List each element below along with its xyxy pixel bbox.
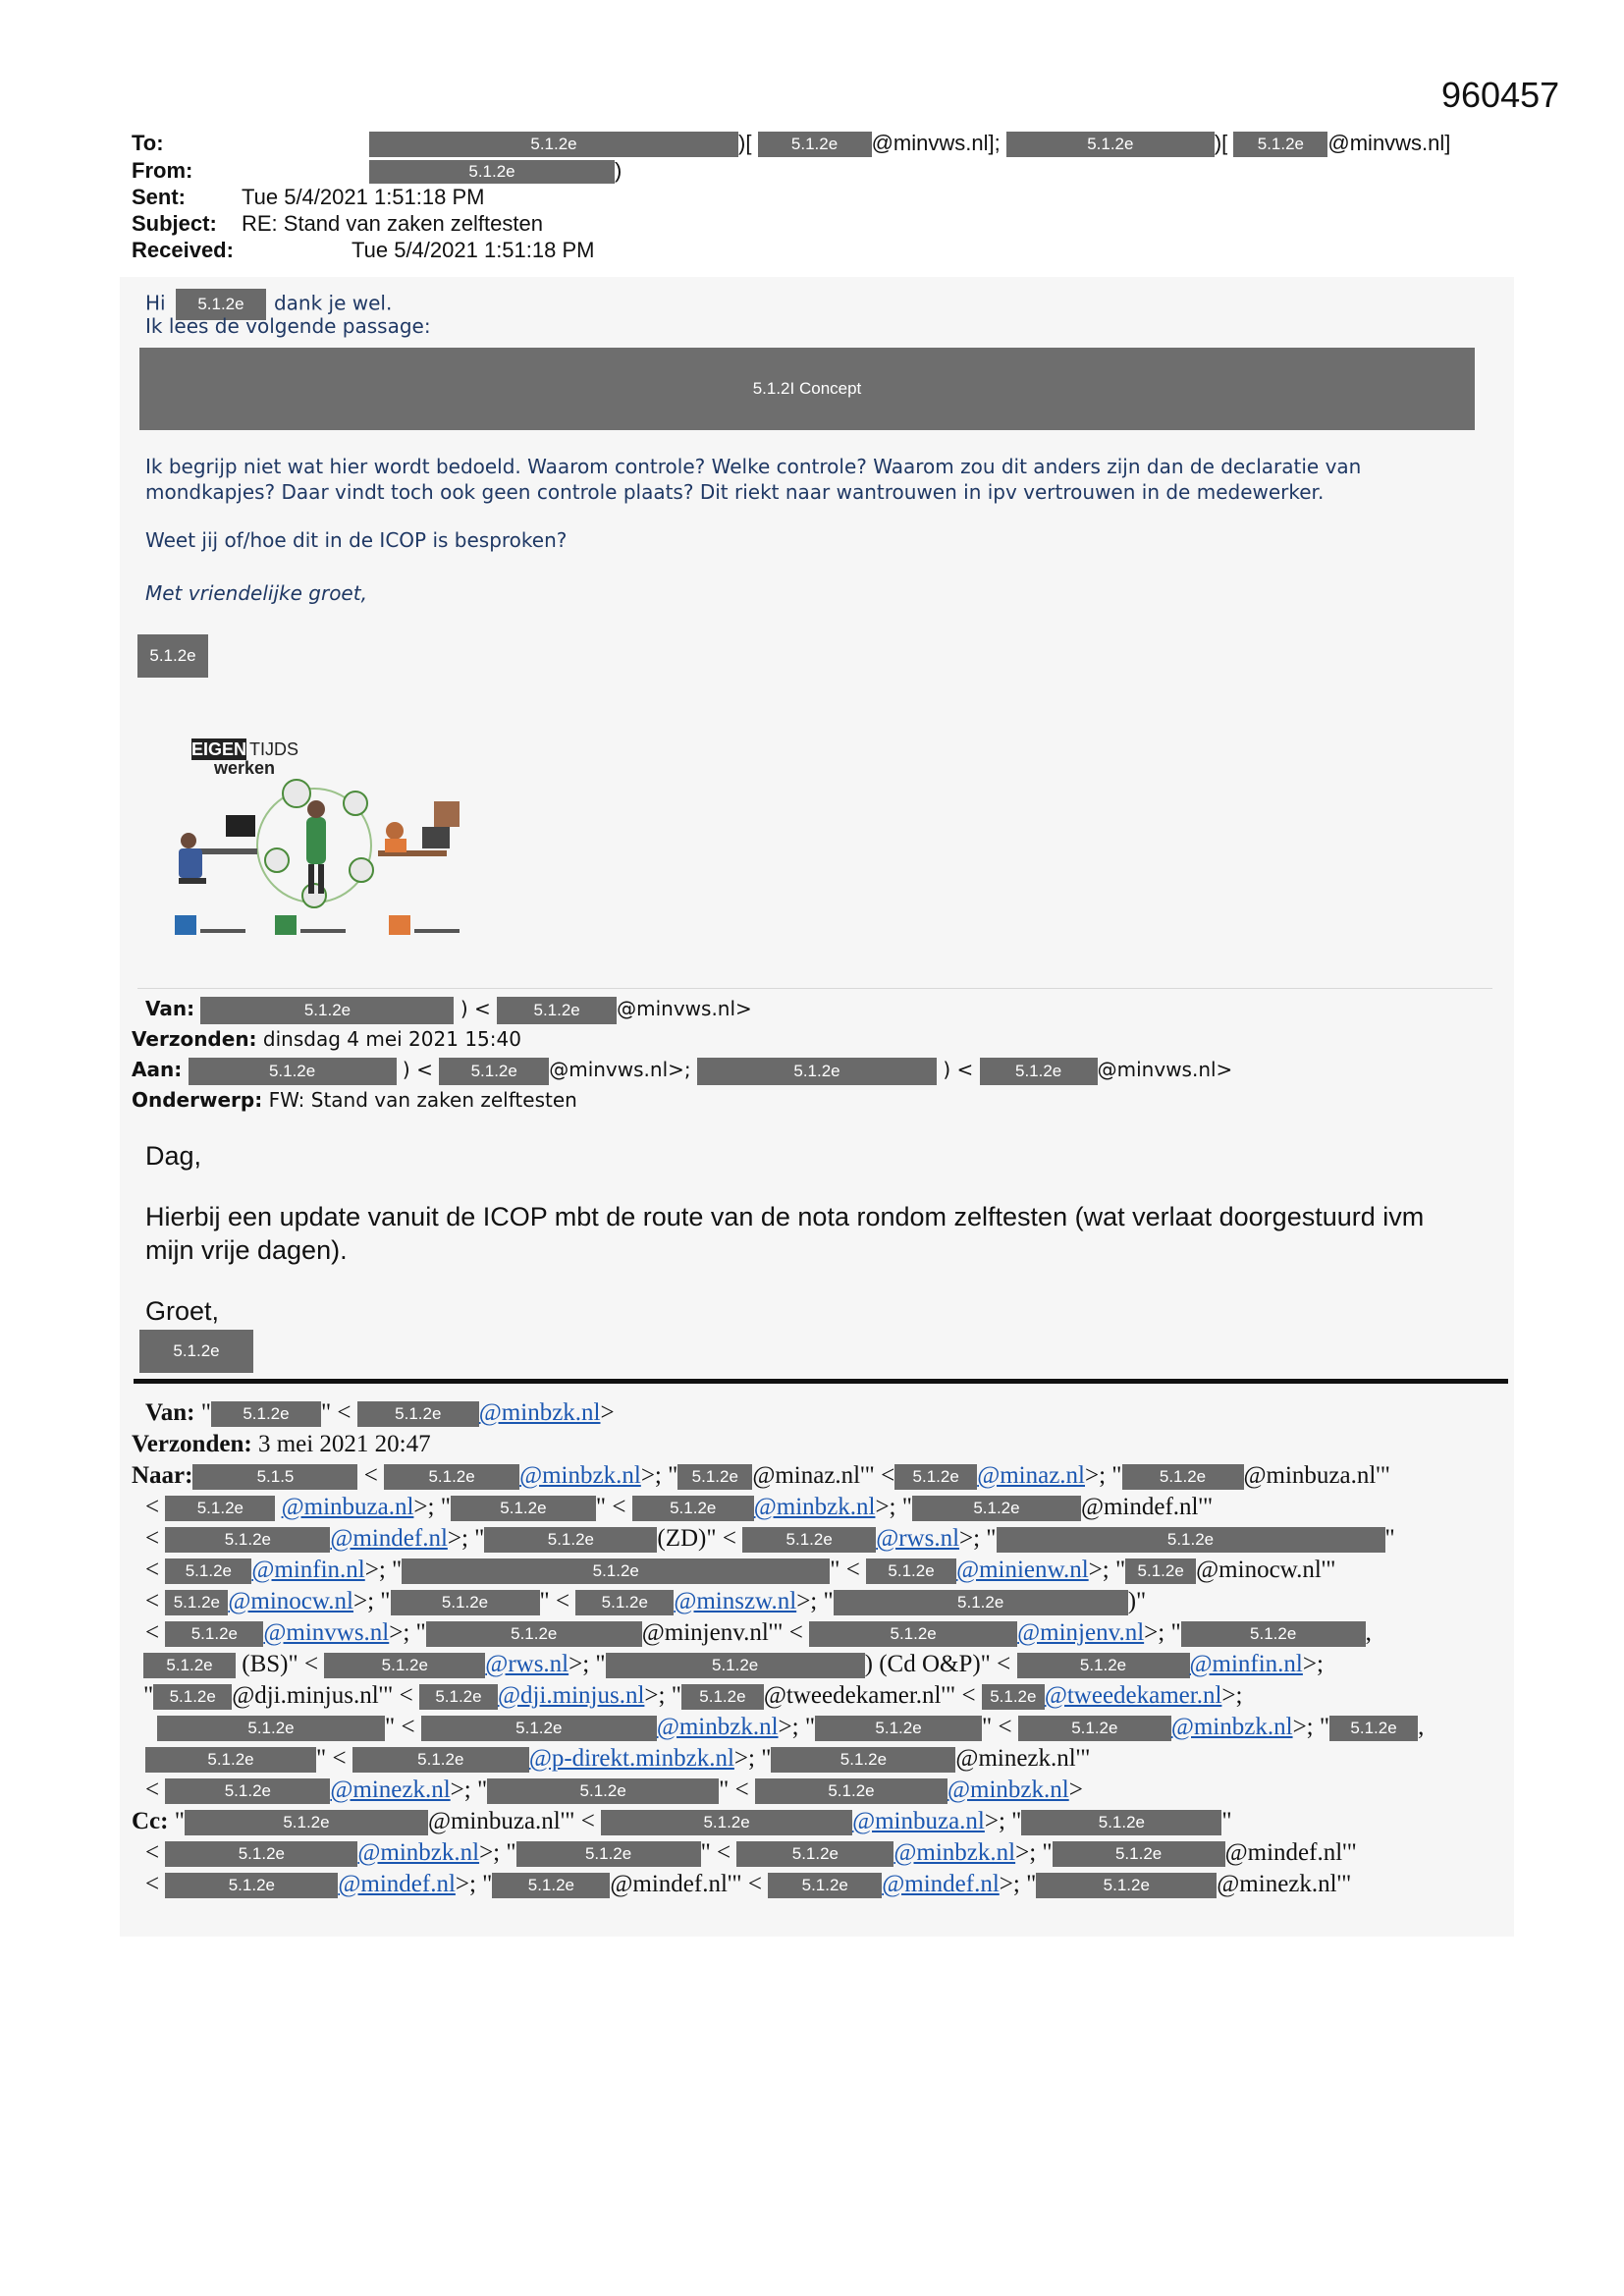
fw2-naar-row-6: < 5.1.2e @minvws.nl>; " 5.1.2e @minjenv.nl'" < 5.1.2e @minjenv.nl>; " 5.1.2e ,	[145, 1619, 1372, 1646]
fw1-onderwerp-row: Onderwerp: FW: Stand van zaken zelftesten	[132, 1088, 577, 1112]
redaction: 5.1.2e	[997, 1527, 1385, 1553]
redaction: 5.1.2e	[369, 160, 615, 184]
redaction: 5.1.2e	[742, 1527, 876, 1553]
redaction: 5.1.2e	[153, 1684, 232, 1710]
redaction: 5.1.2e	[982, 1684, 1045, 1710]
redaction: 5.1.2e	[894, 1464, 977, 1490]
redaction: 5.1.2e	[487, 1778, 719, 1804]
from-row: From: 5.1.2e )	[132, 158, 623, 184]
redaction: 5.1.2e	[1017, 1653, 1190, 1678]
document-number: 960457	[1441, 75, 1560, 115]
fw2-cc-row-1: Cc: " 5.1.2e @minbuza.nl'" < 5.1.2e @minbuza.nl>; " 5.1.2e "	[132, 1808, 1232, 1834]
redaction: 5.1.2e	[697, 1058, 937, 1085]
redaction: 5.1.2e	[1053, 1841, 1225, 1867]
redaction: 5.1.2e	[1021, 1810, 1221, 1835]
redaction: 5.1.2e	[451, 1496, 596, 1521]
received-value: Tue 5/4/2021 1:51:18 PM	[352, 238, 595, 263]
redaction: 5.1.2e	[165, 1841, 357, 1867]
redaction: 5.1.2e	[176, 289, 266, 320]
to-domain-1: @minvws.nl];	[871, 131, 1001, 155]
redaction: 5.1.2e	[165, 1873, 338, 1898]
received-row	[132, 237, 1450, 263]
redaction: 5.1.2e	[1018, 1716, 1171, 1741]
redaction: 5.1.2e	[912, 1496, 1081, 1521]
fw2-van-row: Van: " 5.1.2e " < 5.1.2e @minbzk.nl>	[145, 1399, 615, 1426]
redaction: 5.1.2e	[1181, 1621, 1366, 1647]
redaction: 5.1.2e	[143, 1653, 236, 1678]
reply-line2: Ik lees de volgende passage:	[145, 314, 431, 338]
fw2-naar-row-3: < 5.1.2e @mindef.nl>; " 5.1.2e (ZD)" < 5.1.2e @rws.nl>; " 5.1.2e "	[145, 1525, 1395, 1552]
subject-label: Subject:	[132, 211, 217, 237]
fw2-naar-row-9: 5.1.2e " < 5.1.2e @minbzk.nl>; " 5.1.2e " < 5.1.2e @minbzk.nl>; " 5.1.2e ,	[157, 1713, 1424, 1742]
redaction: 5.1.2e	[324, 1653, 485, 1678]
fw2-naar-row-2: < 5.1.2e @minbuza.nl>; " 5.1.2e " < 5.1.2e @minbzk.nl>; " 5.1.2e @mindef.nl'"	[145, 1494, 1214, 1520]
redaction: 5.1.2e	[1233, 132, 1327, 157]
redaction: 5.1.2e	[492, 1873, 610, 1898]
redaction: 5.1.2e	[516, 1841, 701, 1867]
redaction: 5.1.2e	[736, 1841, 893, 1867]
signature-redaction: 5.1.2e	[137, 634, 208, 678]
sent-label: Sent:	[132, 185, 186, 210]
fw2-naar-row-7: 5.1.2e (BS)" < 5.1.2e @rws.nl>; " 5.1.2e ) (Cd O&P)" < 5.1.2e @minfin.nl>;	[143, 1650, 1324, 1679]
redaction: 5.1.2e	[632, 1496, 754, 1521]
redaction: 5.1.2e	[165, 1590, 228, 1615]
redaction: 5.1.2e	[575, 1590, 674, 1615]
redaction: 5.1.2e	[980, 1058, 1098, 1085]
redaction: 5.1.2e	[768, 1873, 882, 1898]
fw2-naar-row-8: " 5.1.2e @dji.minjus.nl'" < 5.1.2e @dji.minjus.nl>; " 5.1.2e @tweedekamer.nl'" < 5.1.2e @tweedekamer.nl>;	[143, 1682, 1243, 1709]
redaction: 5.1.2e	[1006, 132, 1215, 157]
received-label: Received:	[132, 238, 234, 263]
redaction: 5.1.2e	[384, 1464, 519, 1490]
reply-paragraph-1: Ik begrijp niet wat hier wordt bedoeld. Waarom controle? Welke controle? Waarom zou dit anders zijn dan de declaratie van mondkapjes? Daar vindt toch ook geen controle plaats? Dit riekt naar wantrouwen in ipv vertrouwen in de medewerker.	[145, 455, 1362, 504]
reply-paragraph-2: Weet jij of/hoe dit in de ICOP is besproken?	[145, 528, 568, 552]
redaction: 5.1.2e	[601, 1810, 852, 1835]
redaction: 5.1.2e	[211, 1401, 321, 1427]
fw2-cc-row-3: < 5.1.2e @mindef.nl>; " 5.1.2e @mindef.nl'" < 5.1.2e @mindef.nl>; " 5.1.2e @minezk.nl'"	[145, 1871, 1352, 1897]
from-label: From:	[132, 158, 193, 184]
to-label: To:	[132, 131, 164, 155]
redaction: 5.1.2e	[185, 1810, 428, 1835]
sent-row	[132, 184, 1450, 210]
redaction: 5.1.2e	[165, 1621, 263, 1647]
fw1-van-row: Van: 5.1.2e ) < 5.1.2e @minvws.nl>	[132, 994, 1232, 1024]
redaction: 5.1.2e	[357, 1401, 479, 1427]
reply-greeting: Hi 5.1.2e dank je wel.	[145, 289, 392, 320]
logo-tijds: TIJDS	[249, 739, 299, 759]
to-row: To: 5.1.2e )[ 5.1.2e @minvws.nl]; 5.1.2e )[ 5.1.2e @minvws.nl]	[132, 130, 1450, 157]
redaction: 5.1.2e	[758, 132, 872, 157]
redaction: 5.1.2e	[369, 132, 738, 157]
fw2-naar-row-5: < 5.1.2e @minocw.nl>; " 5.1.2e " < 5.1.2e @minszw.nl>; " 5.1.2e )"	[145, 1588, 1147, 1614]
redaction: 5.1.2e	[419, 1684, 498, 1710]
fw2-naar-row-11: < 5.1.2e @minezk.nl>; " 5.1.2e " < 5.1.2e @minbzk.nl>	[145, 1777, 1083, 1803]
redaction: 5.1.2e	[1329, 1716, 1418, 1741]
fw1-header	[132, 994, 1232, 1116]
redaction: 5.1.2e	[165, 1527, 330, 1553]
redaction: 5.1.2e	[421, 1716, 657, 1741]
concept-redaction-block: 5.1.2I Concept	[139, 348, 1475, 430]
logo-eigen: EIGEN	[190, 739, 247, 759]
separator-line	[137, 988, 1492, 989]
redaction: 5.1.2e	[1125, 1558, 1196, 1584]
fw1-signature-redaction: 5.1.2e	[139, 1330, 253, 1373]
fw1-body	[145, 1139, 1424, 1328]
redaction: 5.1.2e	[165, 1558, 251, 1584]
redaction: 5.1.2e	[606, 1653, 865, 1678]
redaction: 5.1.2e	[1036, 1873, 1217, 1898]
thick-separator	[134, 1379, 1508, 1384]
fw1-verzonden-row: Verzonden: dinsdag 4 mei 2021 15:40	[132, 1027, 521, 1051]
fw2-naar-row-10: 5.1.2e " < 5.1.2e @p-direkt.minbzk.nl>; " 5.1.2e @minezk.nl'"	[145, 1744, 1090, 1774]
subject-row	[132, 210, 1450, 237]
fw2-verzonden-row: Verzonden: 3 mei 2021 20:47	[132, 1431, 431, 1457]
redaction: 5.1.2e	[1122, 1464, 1244, 1490]
fw1-body-line2: mijn vrije dagen).	[145, 1235, 348, 1265]
redaction: 5.1.2e	[165, 1778, 330, 1804]
fw2-naar-row-1: Naar: 5.1.5 < 5.1.2e @minbzk.nl>; " 5.1.2e @minaz.nl'" < 5.1.2e @minaz.nl>; " 5.1.2e @minbuza.nl'"	[132, 1462, 1391, 1489]
redaction: 5.1.2e	[200, 997, 454, 1024]
redaction: 5.1.2e	[402, 1558, 830, 1584]
redaction: 5.1.2e	[426, 1621, 642, 1647]
fw1-groet: Groet,	[145, 1296, 220, 1326]
redaction: 5.1.5	[192, 1464, 357, 1490]
fw2-cc-row-2: < 5.1.2e @minbzk.nl>; " 5.1.2e " < 5.1.2e @minbzk.nl>; " 5.1.2e @mindef.nl'"	[145, 1839, 1357, 1866]
logo-werken: werken	[214, 758, 276, 778]
redaction: 5.1.2e	[755, 1778, 947, 1804]
redaction: 5.1.2e	[497, 997, 617, 1024]
redaction: 5.1.2e	[391, 1590, 540, 1615]
fw2-naar-row-4: < 5.1.2e @minfin.nl>; " 5.1.2e " < 5.1.2e @minienw.nl>; " 5.1.2e @minocw.nl'"	[145, 1557, 1336, 1583]
email-header	[132, 130, 1450, 263]
redaction: 5.1.2e	[809, 1621, 1017, 1647]
reply-closing: Met vriendelijke groet,	[145, 581, 367, 605]
redaction: 5.1.2e	[145, 1747, 316, 1773]
redaction: 5.1.2e	[866, 1558, 956, 1584]
redaction: 5.1.2e	[165, 1496, 275, 1521]
fw1-body-line1: Hierbij een update vanuit de ICOP mbt de route van de nota rondom zelftesten (wat verlaat doorgestuurd ivm	[145, 1202, 1425, 1231]
redaction: 5.1.2e	[484, 1527, 657, 1553]
redaction: 5.1.2e	[352, 1747, 529, 1773]
fw1-dag: Dag,	[145, 1141, 202, 1171]
redaction: 5.1.2e	[677, 1464, 752, 1490]
redaction: 5.1.2e	[815, 1716, 982, 1741]
fw1-aan-row: Aan: 5.1.2e ) < 5.1.2e @minvws.nl>; 5.1.2e ) < 5.1.2e @minvws.nl>	[132, 1055, 1232, 1085]
eigentijds-werken-logo	[167, 733, 501, 939]
redaction: 5.1.2e	[439, 1058, 549, 1085]
redaction: 5.1.2e	[834, 1590, 1128, 1615]
sent-value: Tue 5/4/2021 1:51:18 PM	[242, 185, 485, 210]
to-domain-2: @minvws.nl]	[1327, 131, 1451, 155]
redaction: 5.1.2e	[157, 1716, 385, 1741]
redaction: 5.1.2e	[771, 1747, 955, 1773]
redaction: 5.1.2e	[681, 1684, 764, 1710]
redaction: 5.1.2e	[189, 1058, 397, 1085]
subject-value: RE: Stand van zaken zelftesten	[242, 211, 543, 237]
